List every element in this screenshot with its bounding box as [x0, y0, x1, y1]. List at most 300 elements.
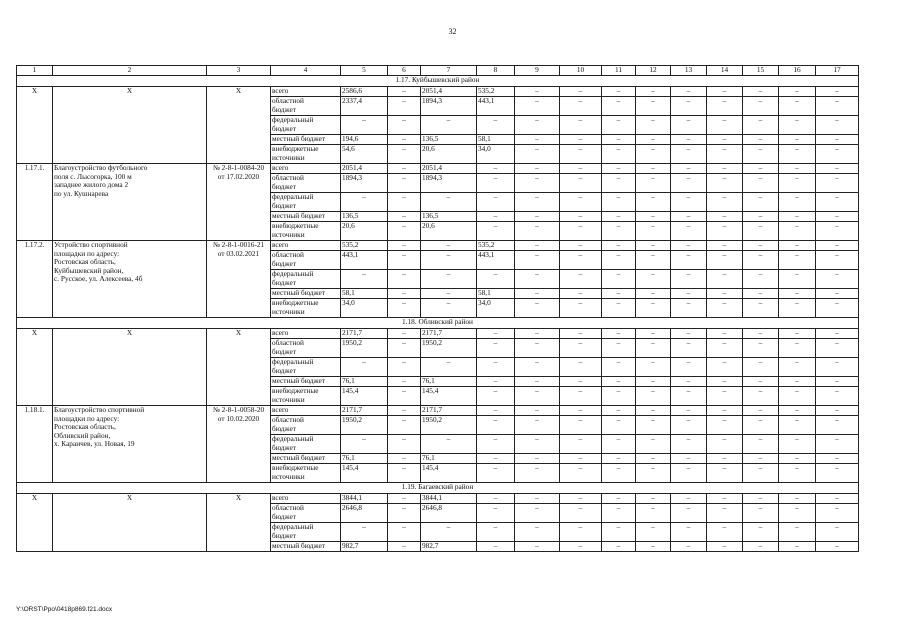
empty-amount-cell: – — [636, 145, 671, 164]
amount-cell: – — [477, 329, 515, 339]
amount-cell: – — [477, 406, 515, 416]
empty-amount-cell: – — [515, 270, 560, 289]
empty-amount-cell: – — [515, 193, 560, 212]
empty-amount-cell: – — [671, 387, 707, 406]
funding-source — [271, 523, 341, 542]
text-line: поля с. Лысогорка, 100 м — [54, 171, 132, 181]
item-number: 1.17.1. — [17, 164, 53, 241]
empty-amount-cell: – — [779, 193, 816, 212]
empty-amount-cell: – — [743, 241, 779, 251]
text-line: Обливский район, — [54, 430, 111, 440]
empty-amount-cell: – — [560, 435, 602, 454]
empty-amount-cell: – — [515, 454, 560, 464]
empty-amount-cell: – — [671, 435, 707, 454]
empty-amount-cell: – — [816, 174, 859, 193]
empty-amount-cell: – — [743, 494, 779, 504]
column-number: 10 — [560, 66, 602, 76]
amount-cell: – — [388, 145, 421, 164]
empty-amount-cell: – — [779, 464, 816, 483]
empty-amount-cell: – — [515, 87, 560, 97]
amount-cell: 2051,4 — [421, 164, 477, 174]
amount-cell: – — [421, 241, 477, 251]
empty-amount-cell: – — [515, 542, 560, 552]
empty-amount-cell: – — [636, 289, 671, 299]
text-line: местный бюджет — [272, 376, 325, 385]
amount-cell: – — [421, 116, 477, 135]
empty-amount-cell: – — [602, 435, 636, 454]
empty-amount-cell: – — [636, 339, 671, 358]
text-line: X — [235, 493, 242, 502]
amount-cell: 34,0 — [477, 299, 515, 318]
empty-amount-cell: – — [707, 289, 743, 299]
text-line: Куйбышевский район, — [54, 265, 124, 275]
amount-cell: 982,7 — [421, 542, 477, 552]
column-number: 13 — [671, 66, 707, 76]
text-line: бюджет — [272, 423, 296, 433]
funding-source — [271, 174, 341, 193]
empty-amount-cell: – — [671, 241, 707, 251]
empty-amount-cell: – — [515, 329, 560, 339]
budget-table — [16, 65, 859, 552]
amount-cell: – — [388, 222, 421, 241]
table-row — [17, 329, 859, 339]
column-number: 15 — [743, 66, 779, 76]
empty-amount-cell: – — [743, 251, 779, 270]
amount-cell: – — [421, 289, 477, 299]
empty-amount-cell: – — [779, 454, 816, 464]
empty-amount-cell: – — [816, 145, 859, 164]
item-number: X — [17, 87, 53, 164]
amount-cell: – — [388, 387, 421, 406]
empty-amount-cell: – — [707, 377, 743, 387]
empty-amount-cell: – — [779, 406, 816, 416]
funding-source — [271, 289, 341, 299]
amount-cell: – — [477, 174, 515, 193]
column-number: 1 — [17, 66, 53, 76]
empty-amount-cell: – — [602, 251, 636, 270]
empty-amount-cell: – — [743, 416, 779, 435]
text-line: местный бюджет — [272, 288, 325, 297]
empty-amount-cell: – — [560, 222, 602, 241]
empty-amount-cell: – — [707, 97, 743, 116]
empty-amount-cell: – — [602, 145, 636, 164]
amount-cell: 2646,8 — [421, 504, 477, 523]
empty-amount-cell: – — [779, 387, 816, 406]
funding-source — [271, 387, 341, 406]
amount-cell: 136,5 — [341, 212, 388, 222]
expertise-document — [207, 329, 271, 406]
funding-source — [271, 494, 341, 504]
empty-amount-cell: – — [515, 464, 560, 483]
empty-amount-cell: – — [743, 270, 779, 289]
amount-cell: – — [388, 494, 421, 504]
amount-cell: – — [388, 212, 421, 222]
text-line: X — [126, 328, 133, 337]
empty-amount-cell: – — [560, 387, 602, 406]
funding-source — [271, 87, 341, 97]
table-row — [17, 494, 859, 504]
empty-amount-cell: – — [743, 135, 779, 145]
text-line: областной — [272, 503, 304, 512]
column-number: 14 — [707, 66, 743, 76]
empty-amount-cell: – — [560, 454, 602, 464]
text-line: бюджет — [272, 346, 296, 356]
empty-amount-cell: – — [602, 504, 636, 523]
empty-amount-cell: – — [636, 406, 671, 416]
empty-amount-cell: – — [602, 212, 636, 222]
text-line: местный бюджет — [272, 134, 325, 143]
empty-amount-cell: – — [707, 504, 743, 523]
empty-amount-cell: – — [636, 377, 671, 387]
text-line: федеральный — [272, 522, 314, 531]
text-line: Устройство спортивной — [54, 240, 128, 249]
column-number: 3 — [207, 66, 271, 76]
amount-cell: 443,1 — [477, 97, 515, 116]
empty-amount-cell: – — [707, 145, 743, 164]
empty-amount-cell: – — [560, 339, 602, 358]
amount-cell: 3844,1 — [341, 494, 388, 504]
empty-amount-cell: – — [636, 212, 671, 222]
column-number: 6 — [388, 66, 421, 76]
amount-cell: 194,6 — [341, 135, 388, 145]
empty-amount-cell: – — [560, 97, 602, 116]
empty-amount-cell: – — [671, 251, 707, 270]
empty-amount-cell: – — [671, 542, 707, 552]
empty-amount-cell: – — [636, 251, 671, 270]
amount-cell: 20,6 — [341, 222, 388, 241]
amount-cell: – — [477, 270, 515, 289]
empty-amount-cell: – — [515, 523, 560, 542]
empty-amount-cell: – — [707, 416, 743, 435]
empty-amount-cell: – — [816, 193, 859, 212]
empty-amount-cell: – — [707, 542, 743, 552]
empty-amount-cell: – — [515, 135, 560, 145]
empty-amount-cell: – — [779, 523, 816, 542]
amount-cell: 2171,7 — [421, 406, 477, 416]
text-line: Ростовская область, — [54, 257, 116, 267]
empty-amount-cell: – — [707, 358, 743, 377]
empty-amount-cell: – — [560, 416, 602, 435]
empty-amount-cell: – — [779, 339, 816, 358]
empty-amount-cell: – — [560, 358, 602, 377]
empty-amount-cell: – — [816, 542, 859, 552]
empty-amount-cell: – — [779, 251, 816, 270]
amount-cell: – — [477, 358, 515, 377]
amount-cell: 1950,2 — [421, 416, 477, 435]
empty-amount-cell: – — [743, 523, 779, 542]
amount-cell: – — [341, 523, 388, 542]
amount-cell: – — [421, 435, 477, 454]
empty-amount-cell: – — [671, 145, 707, 164]
column-number: 7 — [421, 66, 477, 76]
empty-amount-cell: – — [671, 87, 707, 97]
funding-source — [271, 97, 341, 116]
empty-amount-cell: – — [515, 116, 560, 135]
column-number: 12 — [636, 66, 671, 76]
empty-amount-cell: – — [779, 164, 816, 174]
text-line: № 2-8-1-0084-20 — [212, 163, 265, 172]
empty-amount-cell: – — [602, 542, 636, 552]
text-line: бюджет — [272, 104, 296, 114]
amount-cell: 2171,7 — [341, 406, 388, 416]
text-line: № 2-8-1-0058-20 — [212, 405, 265, 414]
empty-amount-cell: – — [743, 145, 779, 164]
amount-cell: – — [477, 523, 515, 542]
empty-amount-cell: – — [707, 193, 743, 212]
empty-amount-cell: – — [602, 454, 636, 464]
empty-amount-cell: – — [515, 251, 560, 270]
column-number: 2 — [53, 66, 207, 76]
empty-amount-cell: – — [636, 135, 671, 145]
empty-amount-cell: – — [602, 387, 636, 406]
funding-source — [271, 164, 341, 174]
amount-cell: – — [477, 542, 515, 552]
empty-amount-cell: – — [743, 358, 779, 377]
empty-amount-cell: – — [602, 222, 636, 241]
empty-amount-cell: – — [515, 504, 560, 523]
funding-source — [271, 339, 341, 358]
amount-cell: – — [421, 270, 477, 289]
empty-amount-cell: – — [560, 329, 602, 339]
text-line: федеральный — [272, 115, 314, 124]
empty-amount-cell: – — [707, 523, 743, 542]
empty-amount-cell: – — [602, 299, 636, 318]
amount-cell: – — [421, 193, 477, 212]
empty-amount-cell: – — [707, 387, 743, 406]
empty-amount-cell: – — [743, 542, 779, 552]
amount-cell: – — [388, 164, 421, 174]
text-line: бюджет — [272, 365, 296, 375]
amount-cell: – — [388, 87, 421, 97]
text-line: X — [235, 328, 242, 337]
amount-cell: – — [421, 251, 477, 270]
amount-cell: – — [477, 212, 515, 222]
amount-cell: – — [388, 358, 421, 377]
empty-amount-cell: – — [515, 494, 560, 504]
empty-amount-cell: – — [636, 97, 671, 116]
amount-cell: 76,1 — [421, 454, 477, 464]
text-line: всего — [272, 328, 289, 337]
text-line: областной — [272, 173, 304, 182]
empty-amount-cell: – — [816, 494, 859, 504]
empty-amount-cell: – — [816, 329, 859, 339]
amount-cell: – — [388, 406, 421, 416]
amount-cell: – — [477, 387, 515, 406]
funding-source — [271, 504, 341, 523]
column-number: 11 — [602, 66, 636, 76]
amount-cell: – — [341, 435, 388, 454]
empty-amount-cell: – — [636, 174, 671, 193]
empty-amount-cell: – — [671, 416, 707, 435]
empty-amount-cell: – — [816, 97, 859, 116]
empty-amount-cell: – — [515, 387, 560, 406]
text-line: бюджет — [272, 181, 296, 191]
empty-amount-cell: – — [816, 339, 859, 358]
amount-cell: 76,1 — [341, 377, 388, 387]
empty-amount-cell: – — [816, 464, 859, 483]
empty-amount-cell: – — [816, 270, 859, 289]
empty-amount-cell: – — [707, 454, 743, 464]
empty-amount-cell: – — [707, 174, 743, 193]
table-row — [17, 87, 859, 97]
column-number: 5 — [341, 66, 388, 76]
amount-cell: – — [341, 193, 388, 212]
funding-source — [271, 406, 341, 416]
empty-amount-cell: – — [707, 339, 743, 358]
funding-source — [271, 542, 341, 552]
amount-cell: 443,1 — [477, 251, 515, 270]
amount-cell: – — [477, 464, 515, 483]
expertise-document — [207, 241, 271, 318]
district-title: 1.17. Куйбышевский район — [17, 76, 859, 87]
empty-amount-cell: – — [816, 406, 859, 416]
empty-amount-cell: – — [560, 504, 602, 523]
empty-amount-cell: – — [602, 241, 636, 251]
amount-cell: – — [421, 299, 477, 318]
amount-cell: 2051,4 — [421, 87, 477, 97]
empty-amount-cell: – — [602, 116, 636, 135]
empty-amount-cell: – — [816, 241, 859, 251]
empty-amount-cell: – — [560, 145, 602, 164]
object-name — [53, 494, 207, 552]
amount-cell: – — [477, 164, 515, 174]
empty-amount-cell: – — [779, 116, 816, 135]
amount-cell: 1894,3 — [421, 174, 477, 193]
text-line: источники — [272, 152, 305, 162]
empty-amount-cell: – — [602, 174, 636, 193]
empty-amount-cell: – — [636, 329, 671, 339]
empty-amount-cell: – — [779, 299, 816, 318]
empty-amount-cell: – — [743, 406, 779, 416]
file-path-footer: Y:\ORST\Ppo\0418p869.f21.docx — [16, 606, 113, 613]
amount-cell: 145,4 — [341, 387, 388, 406]
empty-amount-cell: – — [515, 212, 560, 222]
empty-amount-cell: – — [671, 406, 707, 416]
amount-cell: – — [388, 135, 421, 145]
text-line: местный бюджет — [272, 453, 325, 462]
text-line: областной — [272, 415, 304, 424]
empty-amount-cell: – — [707, 135, 743, 145]
empty-amount-cell: – — [743, 87, 779, 97]
empty-amount-cell: – — [779, 174, 816, 193]
empty-amount-cell: – — [602, 339, 636, 358]
text-line: с. Русское, ул. Алексеева, 4б — [54, 274, 143, 284]
funding-source — [271, 464, 341, 483]
funding-source — [271, 193, 341, 212]
amount-cell: – — [341, 358, 388, 377]
empty-amount-cell: – — [743, 454, 779, 464]
empty-amount-cell: – — [671, 464, 707, 483]
empty-amount-cell: – — [816, 454, 859, 464]
empty-amount-cell: – — [707, 406, 743, 416]
amount-cell: – — [477, 222, 515, 241]
empty-amount-cell: – — [515, 406, 560, 416]
text-line: Благоустройство спортивной — [54, 405, 145, 414]
empty-amount-cell: – — [602, 97, 636, 116]
funding-source — [271, 212, 341, 222]
funding-source — [271, 116, 341, 135]
empty-amount-cell: – — [602, 87, 636, 97]
funding-source — [271, 135, 341, 145]
empty-amount-cell: – — [779, 416, 816, 435]
amount-cell: 58,1 — [477, 135, 515, 145]
empty-amount-cell: – — [671, 97, 707, 116]
amount-cell: 1950,2 — [341, 416, 388, 435]
district-section-row — [17, 318, 859, 329]
empty-amount-cell: – — [560, 406, 602, 416]
empty-amount-cell: – — [671, 193, 707, 212]
empty-amount-cell: – — [707, 270, 743, 289]
empty-amount-cell: – — [707, 164, 743, 174]
text-line: № 2-8-1-0016-21 — [212, 240, 265, 249]
amount-cell: – — [388, 339, 421, 358]
text-line: областной — [272, 250, 304, 259]
empty-amount-cell: – — [671, 377, 707, 387]
column-number: 17 — [816, 66, 859, 76]
amount-cell: 1950,2 — [341, 339, 388, 358]
amount-cell: – — [388, 116, 421, 135]
amount-cell: – — [388, 251, 421, 270]
empty-amount-cell: – — [779, 542, 816, 552]
text-line: областной — [272, 96, 304, 105]
empty-amount-cell: – — [816, 377, 859, 387]
empty-amount-cell: – — [636, 241, 671, 251]
empty-amount-cell: – — [636, 387, 671, 406]
empty-amount-cell: – — [743, 164, 779, 174]
empty-amount-cell: – — [816, 116, 859, 135]
text-line: X — [126, 86, 133, 95]
empty-amount-cell: – — [707, 241, 743, 251]
empty-amount-cell: – — [560, 494, 602, 504]
empty-amount-cell: – — [560, 523, 602, 542]
district-section-row — [17, 483, 859, 494]
item-number: 1.18.1. — [17, 406, 53, 483]
text-line: всего — [272, 163, 289, 172]
text-line: федеральный — [272, 269, 314, 278]
empty-amount-cell: – — [602, 270, 636, 289]
empty-amount-cell: – — [707, 116, 743, 135]
funding-source — [271, 416, 341, 435]
empty-amount-cell: – — [779, 270, 816, 289]
empty-amount-cell: – — [560, 299, 602, 318]
text-line: по ул. Кушнарева — [54, 188, 109, 198]
text-line: местный бюджет — [272, 541, 325, 550]
amount-cell: – — [388, 270, 421, 289]
empty-amount-cell: – — [560, 135, 602, 145]
text-line: бюджет — [272, 530, 296, 540]
amount-cell: – — [477, 416, 515, 435]
item-number: 1.17.2. — [17, 241, 53, 318]
amount-cell: 1894,3 — [341, 174, 388, 193]
empty-amount-cell: – — [515, 145, 560, 164]
text-line: всего — [272, 493, 289, 502]
empty-amount-cell: – — [671, 116, 707, 135]
amount-cell: – — [388, 542, 421, 552]
text-line: федеральный — [272, 192, 314, 201]
amount-cell: 136,5 — [421, 212, 477, 222]
empty-amount-cell: – — [560, 270, 602, 289]
empty-amount-cell: – — [707, 212, 743, 222]
empty-amount-cell: – — [743, 174, 779, 193]
empty-amount-cell: – — [515, 435, 560, 454]
empty-amount-cell: – — [636, 358, 671, 377]
empty-amount-cell: – — [743, 212, 779, 222]
empty-amount-cell: – — [743, 116, 779, 135]
empty-amount-cell: – — [602, 193, 636, 212]
amount-cell: – — [388, 289, 421, 299]
empty-amount-cell: – — [560, 241, 602, 251]
empty-amount-cell: – — [707, 251, 743, 270]
